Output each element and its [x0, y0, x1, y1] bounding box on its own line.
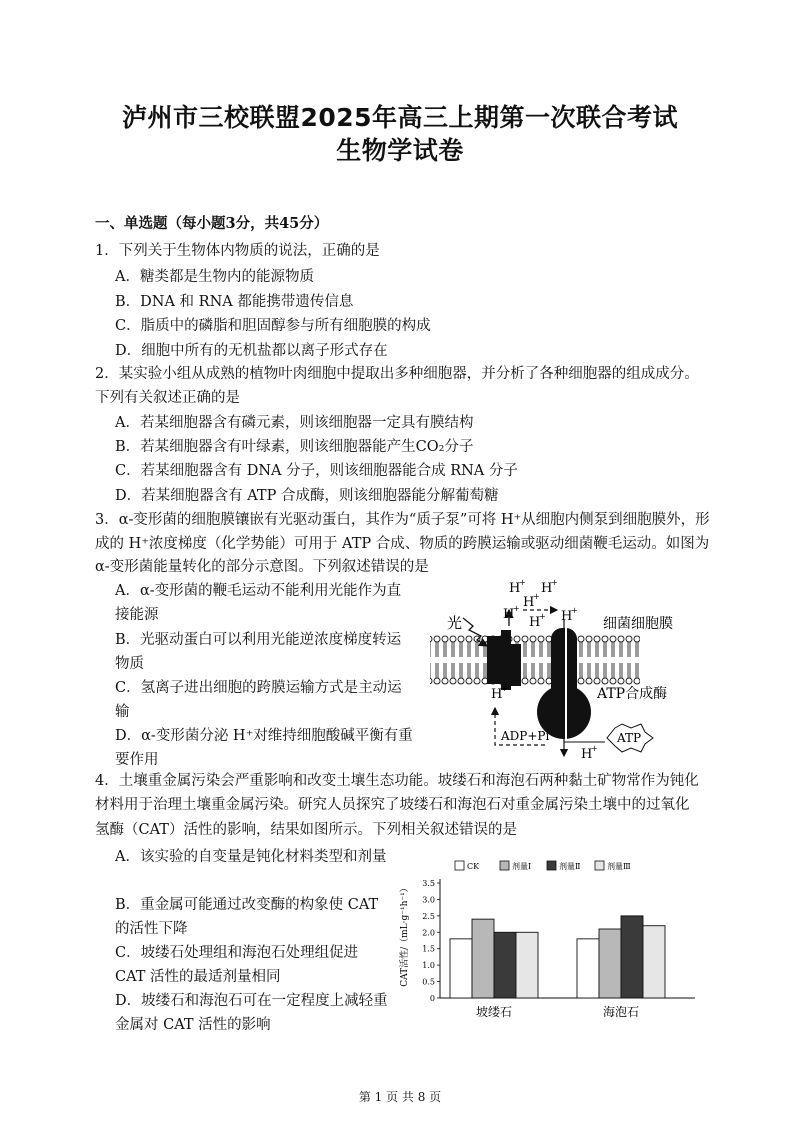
q3-stem-line1: 3．α-变形菌的细胞膜镶嵌有光驱动蛋白，其作为“质子泵”可将 H⁺从细胞内侧泵到细胞膜外，形 — [95, 512, 710, 528]
q4-option-d: D．坡缕石和海泡石可在一定程度上减轻重金属对 CAT 活性的影响 — [115, 993, 388, 1033]
x-category-label: 海泡石 — [602, 1005, 640, 1019]
exam-title: 泸州市三校联盟2025年高三上期第一次联合考试 — [121, 103, 679, 132]
legend-label: CK — [467, 862, 480, 871]
q4-stem-line2: 材料用于治理土壤重金属污染。研究人员探究了坡缕石和海泡石对重金属污染土壤中的过氧化 — [95, 797, 690, 813]
proton-plus: + — [501, 684, 508, 693]
q4-option-a: A．该实验的自变量是钝化材料类型和剂量 — [115, 849, 387, 865]
proton-plus: + — [533, 592, 540, 601]
q3-option-d: D．α-变形菌分泌 H⁺对维持细胞酸碱平衡有重要作用 — [115, 728, 413, 768]
chart-x-labels — [476, 1004, 639, 1019]
q4-option-c: C．坡缕石处理组和海泡石处理组促进 CAT 活性的最适剂量相同 — [115, 945, 359, 985]
proton-plus: + — [591, 744, 598, 753]
y-tick-label: 2.0 — [422, 928, 435, 938]
q2-stem-line2: 下列有关叙述正确的是 — [95, 390, 240, 406]
y-tick-label: 1.5 — [422, 944, 435, 954]
proton-pump-diagram — [425, 570, 725, 770]
legend-label: 剂量Ⅲ — [607, 862, 631, 871]
proton-plus: + — [519, 578, 526, 587]
q3-option-b: B．光驱动蛋白可以利用光能逆浓度梯度转运物质 — [115, 632, 402, 672]
q4-stem-line1: 4．土壤重金属污染会严重影响和改变土壤生态功能。坡缕石和海泡石两种黏土矿物常作为钝化 — [95, 773, 699, 789]
q4-stem-line3: 氢酶（CAT）活性的影响，结果如图所示。下列相关叙述错误的是 — [95, 822, 517, 838]
bar-坡缕石-剂量Ⅱ — [494, 932, 516, 998]
q4-option-b: B．重金属可能通过改变酶的构象使 CAT 的活性下降 — [115, 897, 379, 937]
light-driven-protein-channel — [505, 644, 521, 686]
proton-plus: + — [571, 606, 578, 615]
page-footer: 第 1 页 共 8 页 — [358, 1090, 442, 1104]
legend-swatch — [500, 861, 509, 870]
lipid-bilayer — [430, 630, 640, 690]
bar-坡缕石-剂量Ⅲ — [516, 932, 538, 998]
proton-label: H — [491, 687, 503, 702]
chart-legend — [455, 861, 631, 871]
q3-stem-line2: 成的 H⁺浓度梯度（化学势能）可用于 ATP 合成、物质的跨膜运输或驱动细菌鞭毛运动。如图为 — [95, 536, 710, 552]
proton-plus: + — [551, 578, 558, 587]
membrane-label: 细菌细胞膜 — [603, 616, 673, 632]
y-tick-label: 0 — [429, 994, 435, 1003]
legend-swatch — [595, 861, 604, 870]
legend-label: 剂量Ⅰ — [512, 862, 532, 871]
proton-label: H — [523, 595, 535, 610]
q2-option-c: C．若某细胞器含有 DNA 分子，则该细胞器能合成 RNA 分子 — [115, 463, 518, 479]
q1-option-c: C．脂质中的磷脂和胆固醇参与所有细胞膜的构成 — [115, 318, 431, 334]
proton-label: H — [541, 581, 553, 596]
y-tick-label: 0.5 — [422, 977, 435, 987]
proton-plus: + — [539, 612, 546, 621]
q1-option-b: B．DNA 和 RNA 都能携带遗传信息 — [115, 294, 354, 310]
proton-label: H — [561, 609, 573, 624]
proton-label: H — [529, 615, 541, 630]
q2-stem-line1: 2．某实验小组从成熟的植物叶肉细胞中提取出多种细胞器，并分析了各种细胞器的组成成分。 — [95, 366, 699, 382]
bar-海泡石-剂量Ⅰ — [599, 929, 621, 998]
y-tick-label: 3.5 — [422, 879, 435, 888]
q2-option-d: D．若某细胞器含有 ATP 合成酶，则该细胞器能分解葡萄糖 — [115, 488, 499, 504]
proton-label: H — [581, 747, 593, 762]
bar-坡缕石-剂量Ⅰ — [472, 919, 494, 998]
q2-option-b: B．若某细胞器含有叶绿素，则该细胞器能产生CO₂分子 — [115, 439, 474, 455]
y-tick-label: 2.5 — [422, 911, 435, 921]
adp-label: ADP+Pi — [501, 729, 550, 743]
proton-plus: + — [513, 604, 520, 613]
q1-option-d: D．细胞中所有的无机盐都以离子形式存在 — [115, 343, 388, 359]
q3-option-a: A．α-变形菌的鞭毛运动不能利用光能作为直接能源 — [115, 583, 402, 623]
atp-label: ATP — [617, 731, 642, 745]
proton-label: H — [509, 581, 521, 596]
exam-subtitle: 生物学试卷 — [336, 136, 464, 165]
x-category-label: 坡缕石 — [475, 1005, 513, 1019]
y-tick-label: 1.0 — [422, 961, 435, 971]
bar-海泡石-剂量Ⅱ — [621, 916, 643, 998]
q1-option-a: A．糖类都是生物内的能源物质 — [115, 269, 314, 285]
bar-海泡石-剂量Ⅲ — [643, 926, 665, 998]
proton-label: H — [503, 607, 515, 622]
q3-option-c: C．氢离子进出细胞的跨膜运输方式是主动运输 — [115, 680, 402, 720]
enzyme-label: ATP合成酶 — [597, 686, 668, 702]
light-label: 光 — [447, 614, 463, 632]
bar-坡缕石-CK — [450, 939, 472, 998]
q2-option-a: A．若某细胞器含有磷元素，则该细胞器一定具有膜结构 — [115, 415, 474, 431]
y-tick-label: 3.0 — [422, 895, 435, 905]
chart-y-axis-label: CAT活性/（mL·g⁻¹h⁻¹） — [400, 883, 410, 987]
section-header: 一、单选题（每小题3分，共45分） — [95, 215, 329, 232]
legend-swatch — [547, 861, 556, 870]
legend-swatch — [455, 861, 464, 870]
bar-海泡石-CK — [577, 939, 599, 998]
chart-bars — [450, 916, 665, 998]
q3-stem-line3: α-变形菌能量转化的部分示意图。下列叙述错误的是 — [95, 559, 429, 575]
legend-label: 剂量Ⅱ — [559, 862, 581, 871]
cat-activity-chart — [395, 855, 695, 1025]
q1-stem: 1．下列关于生物体内物质的说法，正确的是 — [95, 243, 380, 259]
